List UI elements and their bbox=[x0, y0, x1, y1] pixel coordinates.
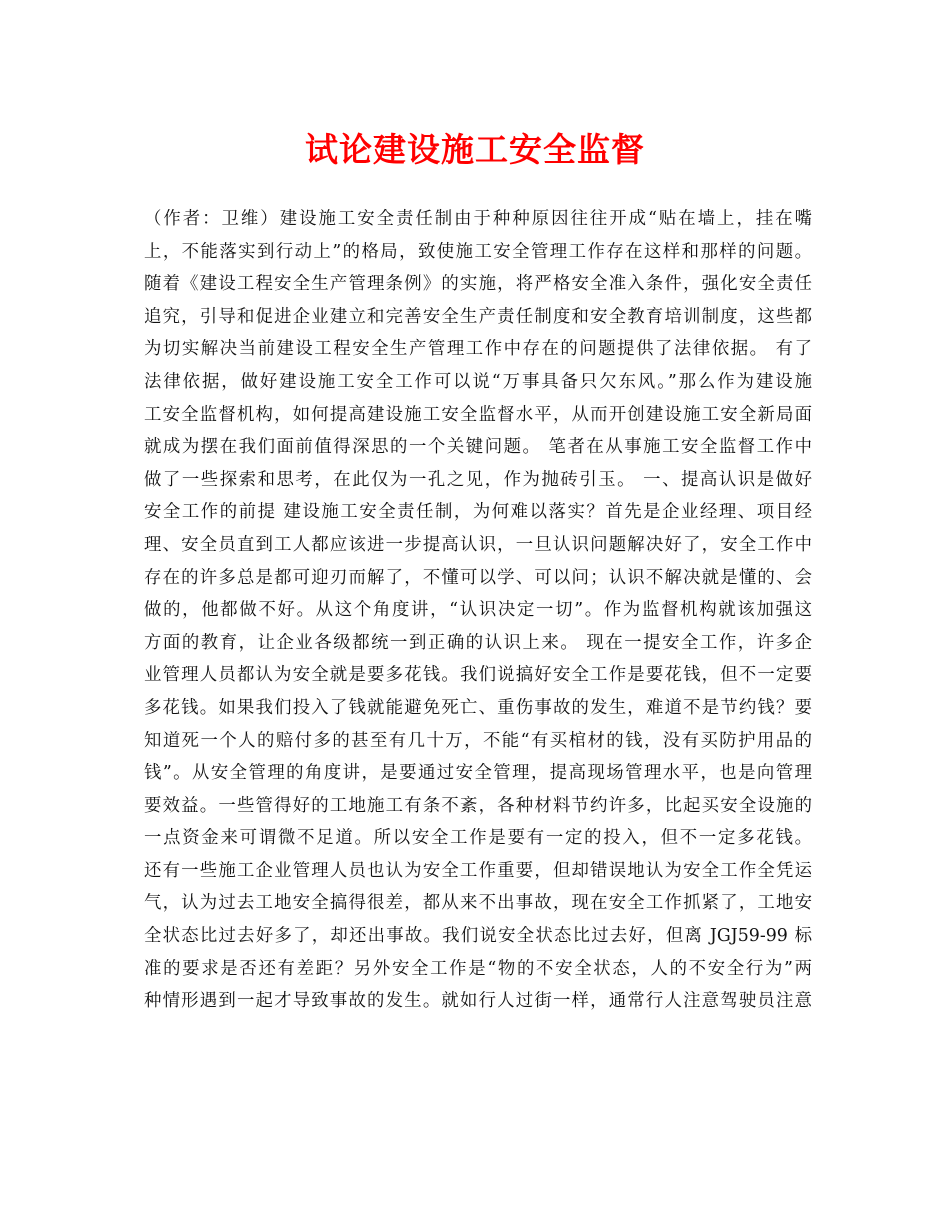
body-line: 要效益。一些管得好的工地施工有条不紊，各种材料节约许多，比起买安全设施的 bbox=[144, 795, 812, 816]
body-line: 业管理人员都认为安全就是要多花钱。我们说搞好安全工作是要花钱，但不一定要 bbox=[144, 665, 812, 686]
body-line: 准的要求是否还有差距？另外安全工作是“物的不安全状态，人的不安全行为”两 bbox=[144, 958, 812, 979]
body-line: 知道死一个人的赔付多的甚至有几十万，不能“有买棺材的钱，没有买防护用品的 bbox=[144, 730, 812, 751]
body-line: 种情形遇到一起才导致事故的发生。就如行人过街一样，通常行人注意驾驶员注意 bbox=[144, 991, 812, 1012]
body-line: 就成为摆在我们面前值得深思的一个关键问题。 笔者在从事施工安全监督工作中 bbox=[144, 437, 812, 458]
body-line: 多花钱。如果我们投入了钱就能避免死亡、重伤事故的发生，难道不是节约钱？要 bbox=[144, 697, 812, 718]
body-line: 一点资金来可谓微不足道。所以安全工作是要有一定的投入，但不一定多花钱。 bbox=[144, 828, 812, 849]
body-line: 安全工作的前提 建设施工安全责任制，为何难以落实？首先是企业经理、项目经 bbox=[144, 502, 812, 523]
body-line: 钱”。从安全管理的角度讲，是要通过安全管理，提高现场管理水平，也是向管理 bbox=[144, 763, 812, 784]
body-line: 法律依据，做好建设施工安全工作可以说“万事具备只欠东风。”那么作为建设施 bbox=[144, 371, 812, 392]
body-line: （作者：卫维）建设施工安全责任制由于种种原因往往开成“贴在墙上，挂在嘴 bbox=[144, 209, 812, 229]
body-line: 还有一些施工企业管理人员也认为安全工作重要，但却错误地认为安全工作全凭运 bbox=[144, 860, 812, 881]
document-body bbox=[144, 203, 812, 1018]
body-line: 全状态比过去好多了，却还出事故。我们说安全状态比过去好，但离 JGJ59-99 标 bbox=[144, 926, 812, 947]
body-line: 追究，引导和促进企业建立和完善安全生产责任制度和安全教育培训制度，这些都 bbox=[144, 306, 812, 327]
body-line: 理、安全员直到工人都应该进一步提高认识，一旦认识问题解决好了，安全工作中 bbox=[144, 534, 812, 555]
body-line: 做的，他都做不好。从这个角度讲，“认识决定一切”。作为监督机构就该加强这 bbox=[144, 600, 812, 621]
body-line: 为切实解决当前建设工程安全生产管理工作中存在的问题提供了法律依据。 有了 bbox=[144, 339, 812, 360]
body-line: 随着《建设工程安全生产管理条例》的实施，将严格安全准入条件，强化安全责任 bbox=[144, 274, 812, 295]
body-line: 做了一些探索和思考，在此仅为一孔之见，作为抛砖引玉。 一、提高认识是做好 bbox=[144, 469, 812, 490]
body-line: 方面的教育，让企业各级都统一到正确的认识上来。 现在一提安全工作，许多企 bbox=[144, 632, 812, 653]
body-line: 气，认为过去工地安全搞得很差，都从来不出事故，现在安全工作抓紧了，工地安 bbox=[144, 893, 812, 914]
body-line: 存在的许多总是都可迎刃而解了，不懂可以学、可以问；认识不解决就是懂的、会 bbox=[144, 567, 812, 588]
body-line: 工安全监督机构，如何提高建设施工安全监督水平，从而开创建设施工安全新局面 bbox=[144, 404, 812, 425]
document-title: 试论建设施工安全监督 bbox=[305, 130, 645, 169]
body-line: 上，不能落实到行动上”的格局，致使施工安全管理工作存在这样和那样的问题。 bbox=[144, 241, 812, 262]
